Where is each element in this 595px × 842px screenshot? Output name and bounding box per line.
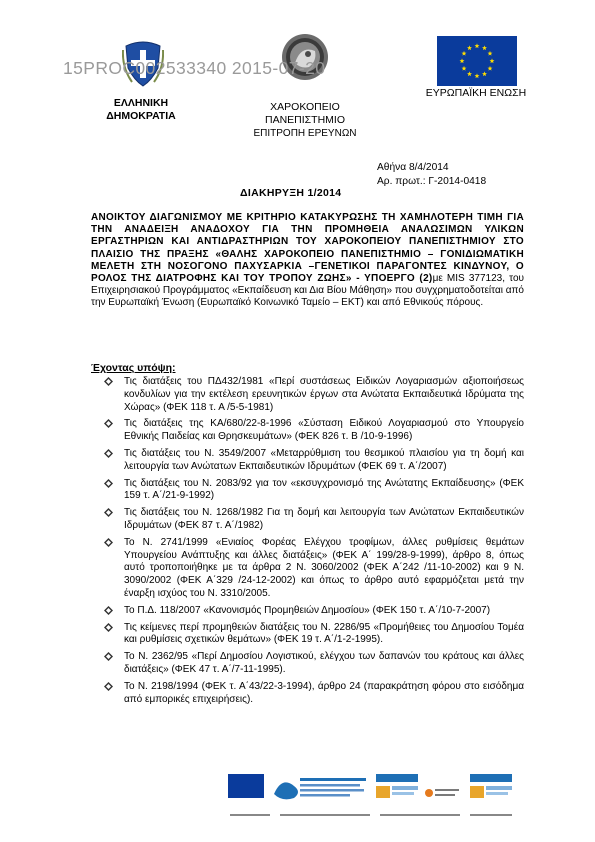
document-date: Αθήνα 8/4/2014 bbox=[377, 162, 449, 173]
tender-description bbox=[91, 212, 524, 310]
legal-reference-item bbox=[104, 681, 524, 707]
eu-star-icon bbox=[488, 51, 493, 56]
legal-reference-item bbox=[104, 605, 524, 618]
legal-reference-text: Τις διατάξεις του ΠΔ432/1981 «Περί συστάσεως Ειδικών Λογαριασμών αξιοποιήσεως κονδυλίων για την εκτέλεση ερευνητικών έργων στα Ανώτατα Εκπαιδευτικά Ιδρύματα της Χώρας» (ΦΕΚ 118 τ. Α /5-5-1981) bbox=[124, 376, 524, 413]
eu-star-icon bbox=[490, 58, 495, 63]
diamond-bullet-icon bbox=[104, 538, 113, 547]
diamond-bullet-icon bbox=[104, 449, 113, 458]
legal-reference-text: Το Ν. 2362/95 «Περί Δημοσίου Λογιστικού, ελέγχου των δαπανών του κράτους και άλλες διατάξεις» (ΦΕΚ 47 τ. Α΄/7-11-1995). bbox=[124, 651, 524, 675]
legal-reference-item bbox=[104, 622, 524, 648]
ministry-education-logo bbox=[272, 772, 368, 802]
tender-title-bold: ΑΝΟΙΚΤΟΥ ΔΙΑΓΩΝΙΣΜΟΥ ΜΕ ΚΡΙΤΗΡΙΟ ΚΑΤΑΚΥΡΩΣΗΣ ΤΗ ΧΑΜΗΛΟΤΕΡΗ ΤΙΜΗ ΓΙΑ ΤΗΝ ΑΝΑΔΕΙΞΗ ΑΝΑΔΟΧΟΥ ΓΙΑ ΤΗΝ ΠΡΟΜΗΘΕΙΑ ΑΝΑΛΩΣΙΜΩΝ ΥΛΙΚΩΝ ΕΡΓΑΣΤΗΡΙΩΝ ΚΑΙ ΑΝΤΙΔΡΑΣΤΗΡΙΩΝ ΤΟΥ ΧΑΡΟΚΟΠΕΙΟΥ ΠΑΝΕΠΙΣΤΗΜΙΟΥ ΣΤΟ ΠΛΑΙΣΙΟ ΤΗΣ ΠΡΑΞΗΣ «ΘΑΛΗΣ ΧΑΡΟΚΟΠΕΙΟ ΠΑΝΕΠΙΣΤΗΜΙΟ – ΓΟΝΙΔΙΩΜΑΤΙΚΗ ΜΕΛΕΤΗ ΣΤΗ ΝΟΣΟΓΟΝΟ ΠΑΧΥΣΑΡΚΙΑ –ΓΕΝΕΤΙΚΟΙ ΠΑΡΑΓΟΝΤΕΣ ΚΙΝΔΥΝΟΥ, Ο ΡΟΛΟΣ ΤΗΣ ΔΙΑΤΡΟΦΗΣ ΚΑΙ ΤΟΥ ΤΡΟΠΟΥ ΖΩΗΣ» - ΥΠΟΕΡΓΟ (2) bbox=[91, 212, 524, 285]
university-line-2: ΠΑΝΕΠΙΣΤΗΜΙΟ bbox=[265, 114, 345, 126]
legal-reference-text: Τις διατάξεις του Ν. 2083/92 για τον «εκσυγχρονισμό της Ανώτατης Εκπαίδευσης» (ΦΕΚ 159 τ. Α΄/21-9-1992) bbox=[124, 477, 524, 502]
legal-reference-text: Τις διατάξεις της ΚΑ/680/22-8-1996 «Σύσταση Ειδικού Λογαριασμού στο Υπουργείο Εθνικής Παιδείας και Θρησκευμάτων» (ΦΕΚ 826 τ. Β /10-9-1996) bbox=[124, 418, 524, 443]
eu-flag bbox=[437, 36, 517, 86]
legal-reference-text: Το Π.Δ. 118/2007 «Κανονισμός Προμηθειών Δημοσίου» (ΦΕΚ 150 τ. Α΄/10-7-2007) bbox=[124, 604, 491, 616]
eu-star-icon bbox=[460, 58, 465, 63]
legal-reference-text: Τις διατάξεις του Ν. 3549/2007 «Μεταρρύθμιση του θεσμικού πλαισίου για τη δομή και λειτουργία των Ανώτατων Εκπαιδευτικών Ιδρυμάτων (ΦΕΚ 69 τ. Α΄/2007) bbox=[124, 447, 524, 472]
eu-star-icon bbox=[475, 73, 480, 78]
greek-republic-line-2: ΔΗΜΟΚΡΑΤΙΑ bbox=[106, 110, 176, 122]
diamond-bullet-icon bbox=[104, 606, 113, 615]
eu-footer-logo bbox=[228, 774, 264, 798]
legal-reference-item bbox=[104, 478, 524, 504]
eu-star-icon bbox=[482, 45, 487, 50]
footer-caption-lines bbox=[230, 806, 512, 812]
eu-star-icon bbox=[488, 66, 493, 71]
protocol-number: Αρ. πρωτ.: Γ-2014-0418 bbox=[377, 176, 487, 187]
espa-logo-2 bbox=[468, 770, 514, 800]
legal-reference-item bbox=[104, 651, 524, 677]
diamond-bullet-icon bbox=[104, 682, 113, 691]
diamond-bullet-icon bbox=[104, 419, 113, 428]
legal-reference-text: Τις διατάξεις του Ν. 1268/1982 Για τη δομή και λειτουργία των Ανώτατων Εκπαιδευτικών Ιδρυμάτων (ΦΕΚ 87 τ. Α΄/1982) bbox=[124, 507, 524, 531]
legal-reference-item bbox=[104, 537, 524, 601]
diamond-bullet-icon bbox=[104, 377, 113, 386]
eu-caption: ΕΥΡΩΠΑΪΚΗ ΕΝΩΣΗ bbox=[425, 87, 527, 99]
greek-republic-line-1: ΕΛΛΗΝΙΚΗ bbox=[113, 97, 169, 109]
legal-reference-item bbox=[104, 507, 524, 533]
eu-star-icon bbox=[482, 71, 487, 76]
diamond-bullet-icon bbox=[104, 623, 113, 632]
considering-heading: Έχοντας υπόψη: bbox=[91, 362, 176, 374]
diamond-bullet-icon bbox=[104, 479, 113, 488]
legal-reference-text: Το Ν. 2741/1999 «Ενιαίος Φορέας Ελέγχου τροφίμων, άλλες ρυθμίσεις θεμάτων Υπουργείου Ανάπτυξης και άλλες διατάξεις» (ΦΕΚ Α΄ 199/28-9-1999), άρθρο 8, όπως αυτό τροποποιήθηκε με τα άρθρα 2 Ν. 3060/2002 (ΦΕΚ Α΄242 /11-10-2002) και 9 Ν. 3090/2002 (ΦΕΚ Α΄329 /24-12-2002) και όπως το άρθρο αυτό εφαρμόζεται μετά την έναρξη ισχύος του Ν. 3310/2005. bbox=[124, 536, 524, 599]
legal-reference-text: Το Ν. 2198/1994 (ΦΕΚ τ. Α΄43/22-3-1994), άρθρο 24 (παρακράτηση φόρου στο εισόδημα από εμπορικές επιχειρήσεις). bbox=[124, 680, 524, 705]
document-watermark: 15PROC002533340 2015-07-20 bbox=[63, 58, 326, 78]
announcement-title: ΔΙΑΚΗΡΥΞΗ 1/2014 bbox=[240, 187, 342, 199]
eu-star-icon bbox=[462, 51, 467, 56]
legal-references-list bbox=[104, 376, 524, 710]
university-line-1: ΧΑΡΟΚΟΠΕΙΟ bbox=[270, 101, 340, 113]
research-committee-line: ΕΠΙΤΡΟΠΗ ΕΡΕΥΝΩΝ bbox=[253, 128, 357, 139]
operational-program-logo bbox=[424, 786, 460, 800]
diamond-bullet-icon bbox=[104, 652, 113, 661]
diamond-bullet-icon bbox=[104, 508, 113, 517]
legal-reference-item bbox=[104, 418, 524, 444]
legal-reference-item bbox=[104, 448, 524, 474]
university-caption bbox=[240, 101, 370, 140]
date-protocol-block bbox=[377, 161, 486, 189]
eu-star-icon bbox=[467, 71, 472, 76]
tender-description-rest: με MIS 377123, του Επιχειρησιακού Προγράμματος «Εκπαίδευση και Δια Βίου Μάθηση» που συγχρηματοδοτείται από την Ευρωπαϊκή Ένωση (Ευρωπαϊκό Κοινωνικό Ταμείο – ΕΚΤ) και από Εθνικούς πόρους. bbox=[91, 273, 524, 309]
legal-reference-item bbox=[104, 376, 524, 414]
eu-star-icon bbox=[467, 45, 472, 50]
eu-star-icon bbox=[462, 66, 467, 71]
espa-logo-1 bbox=[374, 770, 420, 800]
greek-republic-caption bbox=[100, 97, 182, 123]
legal-reference-text: Τις κείμενες περί προμηθειών διατάξεις του Ν. 2286/95 «Προμήθειες του Δημοσίου Τομέα και ρυθμίσεις σχετικών θεμάτων» (ΦΕΚ 19 τ. Α΄/1-2-1995). bbox=[124, 621, 524, 646]
footer-logos bbox=[228, 770, 514, 815]
eu-star-icon bbox=[475, 43, 480, 48]
